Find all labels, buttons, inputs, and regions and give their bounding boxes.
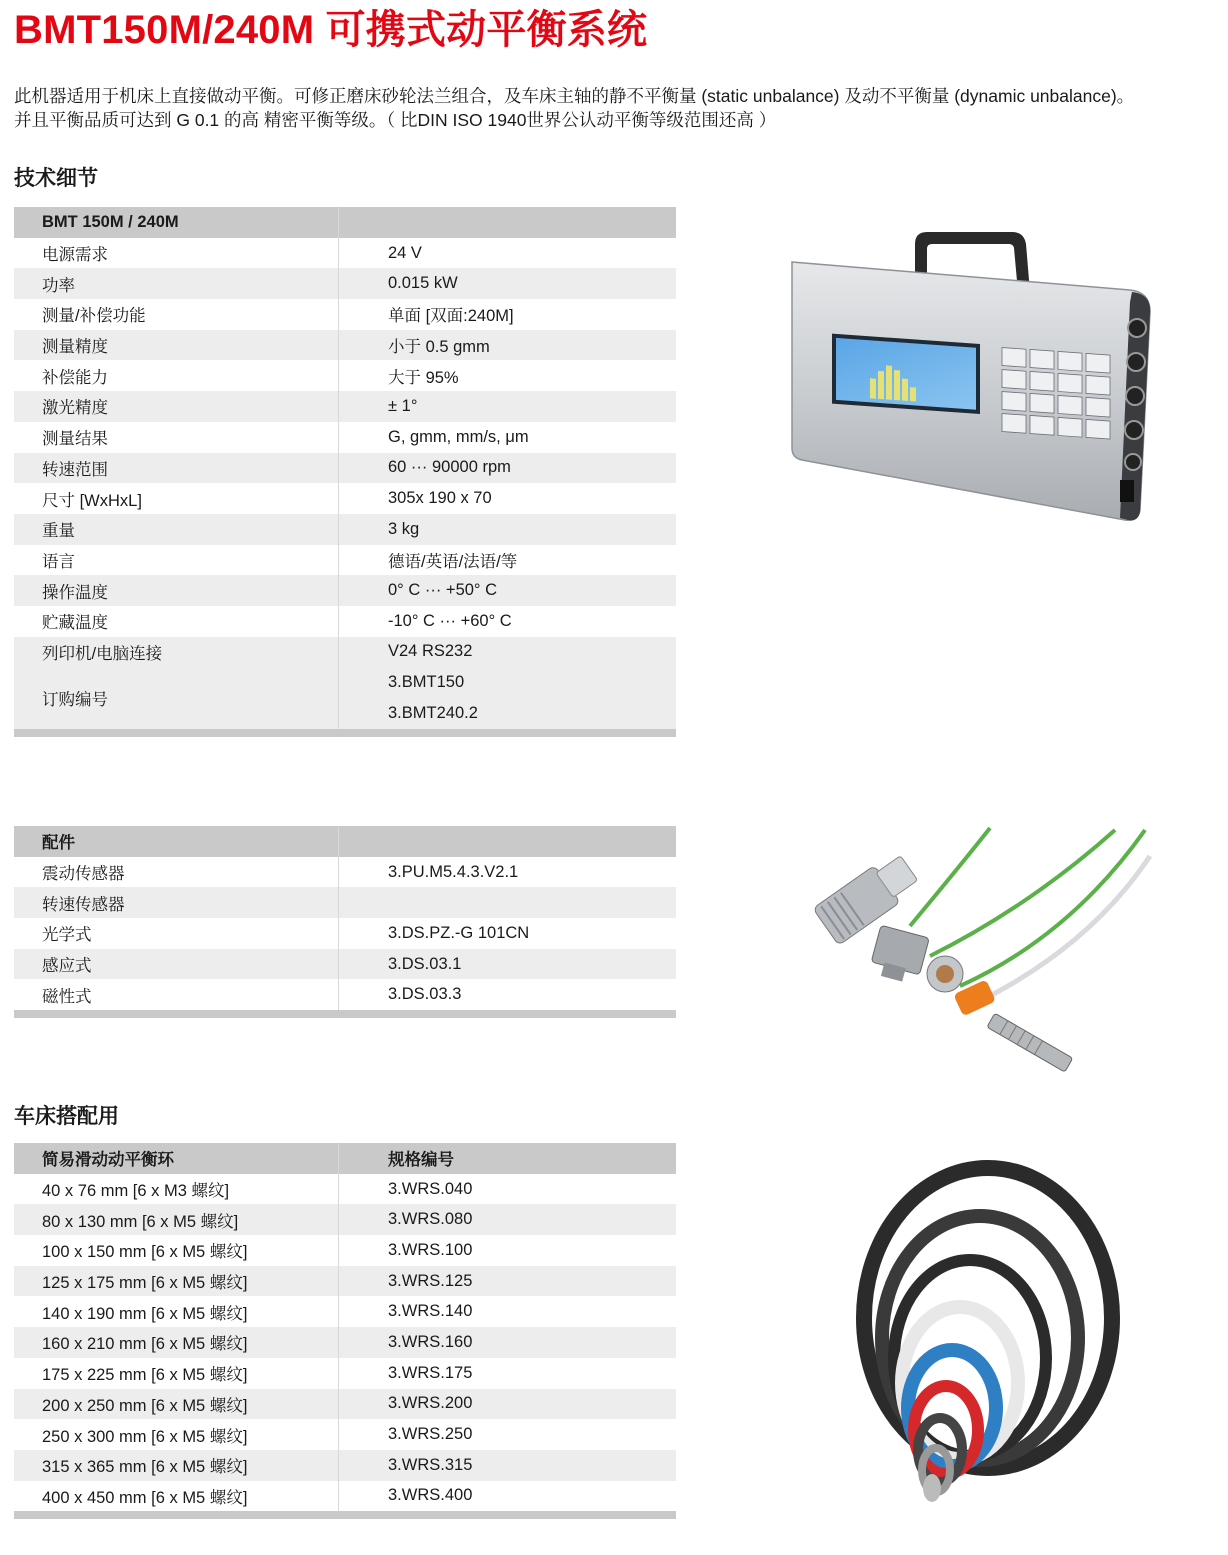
row-label: 重量 xyxy=(14,514,339,545)
row-label: 订购编号 xyxy=(14,667,339,728)
row-label: 激光精度 xyxy=(14,391,339,422)
row-label: 测量精度 xyxy=(14,330,339,361)
row-value: 3.WRS.250 xyxy=(339,1419,677,1450)
row-value: 3.DS.PZ.-G 101CN xyxy=(339,918,677,949)
row-label: 贮藏温度 xyxy=(14,606,339,637)
tech-heading: 技术细节 xyxy=(14,167,98,190)
row-label: 电源需求 xyxy=(14,238,339,269)
table-header-row xyxy=(14,1143,676,1174)
row-value: 小于 0.5 gmm xyxy=(339,330,677,361)
table-row xyxy=(14,637,676,668)
intro-line: 并且平衡品质可达到 G 0.1 的高 精密平衡等级。（ 比DIN ISO 1940世界公认动平衡等级范围还高 ） xyxy=(14,110,777,130)
header-cell: BMT 150M / 240M xyxy=(14,207,339,238)
header-cell: 简易滑动动平衡环 xyxy=(14,1143,339,1174)
table-row xyxy=(14,238,676,269)
table-row xyxy=(14,1358,676,1389)
table-row xyxy=(14,545,676,576)
table-row xyxy=(14,949,676,980)
table-row xyxy=(14,299,676,330)
row-label: 160 x 210 mm [6 x M5 螺纹] xyxy=(14,1327,339,1358)
page-title: BMT150M/240M 可携式动平衡系统 xyxy=(14,8,648,52)
table-row xyxy=(14,1419,676,1450)
header-cell: 配件 xyxy=(14,826,339,857)
row-value: 3.WRS.175 xyxy=(339,1358,677,1389)
header-cell xyxy=(339,207,677,238)
row-value: 3.WRS.200 xyxy=(339,1389,677,1420)
row-label: 光学式 xyxy=(14,918,339,949)
table-row xyxy=(14,1235,676,1266)
table-row xyxy=(14,1266,676,1297)
table-row xyxy=(14,422,676,453)
row-value: 3.DS.03.1 xyxy=(339,949,677,980)
table-row xyxy=(14,1174,676,1205)
table-header-row xyxy=(14,826,676,857)
table-row xyxy=(14,483,676,514)
row-value: 3.WRS.040 xyxy=(339,1174,677,1205)
row-label: 100 x 150 mm [6 x M5 螺纹] xyxy=(14,1235,339,1266)
table-row xyxy=(14,1296,676,1327)
balancing-rings-image xyxy=(850,1158,1120,1543)
row-value: 3.WRS.100 xyxy=(339,1235,677,1266)
row-value: 3.WRS.080 xyxy=(339,1204,677,1235)
order-numbers xyxy=(339,667,677,728)
row-label: 震动传感器 xyxy=(14,857,339,888)
tech-table xyxy=(14,207,676,737)
table-row xyxy=(14,857,676,888)
balancer-device-image xyxy=(780,222,1160,532)
row-label: 175 x 225 mm [6 x M5 螺纹] xyxy=(14,1358,339,1389)
row-label: 列印机/电脑连接 xyxy=(14,637,339,668)
row-value: 305x 190 x 70 xyxy=(339,483,677,514)
row-value: 3.WRS.400 xyxy=(339,1481,677,1512)
row-label: 语言 xyxy=(14,545,339,576)
lathe-table xyxy=(14,1143,676,1519)
table-row xyxy=(14,1481,676,1512)
row-label: 操作温度 xyxy=(14,575,339,606)
row-value: 3.WRS.125 xyxy=(339,1266,677,1297)
table-header-row xyxy=(14,207,676,238)
row-label: 磁性式 xyxy=(14,979,339,1010)
table-row xyxy=(14,330,676,361)
row-value: 3.DS.03.3 xyxy=(339,979,677,1010)
row-value: 0.015 kW xyxy=(339,268,677,299)
row-label: 400 x 450 mm [6 x M5 螺纹] xyxy=(14,1481,339,1512)
table-row xyxy=(14,360,676,391)
row-value: 3.PU.M5.4.3.V2.1 xyxy=(339,857,677,888)
row-label: 125 x 175 mm [6 x M5 螺纹] xyxy=(14,1266,339,1297)
row-value: 3 kg xyxy=(339,514,677,545)
row-value: 24 V xyxy=(339,238,677,269)
table-row xyxy=(14,1204,676,1235)
row-label: 转速范围 xyxy=(14,453,339,484)
table-row xyxy=(14,268,676,299)
row-value: V24 RS232 xyxy=(339,637,677,668)
row-label: 功率 xyxy=(14,268,339,299)
row-value: ± 1° xyxy=(339,391,677,422)
row-label: 测量结果 xyxy=(14,422,339,453)
row-value: 3.WRS.315 xyxy=(339,1450,677,1481)
row-label: 250 x 300 mm [6 x M5 螺纹] xyxy=(14,1419,339,1450)
row-value: 单面 [双面:240M] xyxy=(339,299,677,330)
table-row xyxy=(14,391,676,422)
row-value: -10° C ··· +60° C xyxy=(339,606,677,637)
row-label: 315 x 365 mm [6 x M5 螺纹] xyxy=(14,1450,339,1481)
table-row xyxy=(14,918,676,949)
row-label: 补偿能力 xyxy=(14,360,339,391)
table-row xyxy=(14,575,676,606)
row-value: 0° C ··· +50° C xyxy=(339,575,677,606)
row-value: 3.WRS.160 xyxy=(339,1327,677,1358)
row-value: G, gmm, mm/s, μm xyxy=(339,422,677,453)
row-label: 200 x 250 mm [6 x M5 螺纹] xyxy=(14,1389,339,1420)
accessories-table xyxy=(14,826,676,1018)
row-label: 140 x 190 mm [6 x M5 螺纹] xyxy=(14,1296,339,1327)
header-cell: 规格编号 xyxy=(339,1143,677,1174)
row-label: 40 x 76 mm [6 x M3 螺纹] xyxy=(14,1174,339,1205)
table-row xyxy=(14,1389,676,1420)
row-label: 测量/补偿功能 xyxy=(14,299,339,330)
table-row xyxy=(14,1450,676,1481)
row-value xyxy=(339,887,677,918)
table-row xyxy=(14,606,676,637)
table-row xyxy=(14,979,676,1010)
row-label: 尺寸 [WxHxL] xyxy=(14,483,339,514)
sensors-image xyxy=(810,826,1155,1076)
row-label: 转速传感器 xyxy=(14,887,339,918)
table-row xyxy=(14,514,676,545)
intro-line: 此机器适用于机床上直接做动平衡。可修正磨床砂轮法兰组合，及车床主轴的静不平衡量 (static unbalance) 及动不平衡量 (dynamic unbalance)。 xyxy=(14,86,1135,106)
row-value: 大于 95% xyxy=(339,360,677,391)
table-row-order xyxy=(14,667,676,728)
table-row xyxy=(14,453,676,484)
row-label: 80 x 130 mm [6 x M5 螺纹] xyxy=(14,1204,339,1235)
row-value: 德语/英语/法语/等 xyxy=(339,545,677,576)
row-label: 感应式 xyxy=(14,949,339,980)
lathe-heading: 车床搭配用 xyxy=(14,1105,119,1128)
row-value: 60 ··· 90000 rpm xyxy=(339,453,677,484)
row-value: 3.WRS.140 xyxy=(339,1296,677,1327)
intro-text xyxy=(14,84,1219,132)
header-cell xyxy=(339,826,677,857)
table-row xyxy=(14,887,676,918)
table-row xyxy=(14,1327,676,1358)
order-number: 3.BMT240.2 xyxy=(388,704,478,722)
order-number: 3.BMT150 xyxy=(388,673,465,692)
